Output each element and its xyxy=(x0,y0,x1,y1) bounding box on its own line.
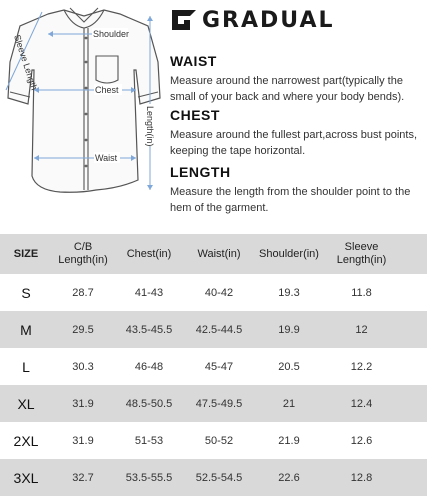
waist-instruction xyxy=(170,53,427,105)
table-header-row xyxy=(0,234,427,274)
length-label: Length(in) xyxy=(145,106,155,147)
table-row xyxy=(0,348,427,385)
table-row xyxy=(0,422,427,459)
brand-name: GRADUAL xyxy=(202,7,335,33)
header-size: SIZE xyxy=(13,247,39,260)
header-chest: Chest(in) xyxy=(126,247,172,260)
header-cb-length: C/B Length(in) xyxy=(58,241,108,266)
table-row xyxy=(0,311,427,348)
header-waist: Waist(in) xyxy=(197,247,241,260)
table-cell: 21 xyxy=(282,397,296,410)
length-instruction xyxy=(170,164,427,216)
header-sleeve-length: Sleeve Length(in) xyxy=(336,241,387,266)
table-cell: 12 xyxy=(355,323,368,336)
table-cell: 45-47 xyxy=(204,360,234,373)
table-cell: 48.5-50.5 xyxy=(125,397,173,410)
waist-label: Waist xyxy=(95,153,118,163)
waist-title: WAIST xyxy=(170,53,217,69)
table-row xyxy=(0,459,427,496)
table-cell: 31.9 xyxy=(72,434,94,447)
length-text: Measure the length from the shoulder point to the hem of the garment. xyxy=(170,186,411,214)
chest-instruction xyxy=(170,107,427,159)
size-cell: L xyxy=(22,358,30,375)
table-cell: 42.5-44.5 xyxy=(195,323,243,336)
chest-label: Chest xyxy=(95,85,119,95)
table-row xyxy=(0,385,427,422)
shirt-diagram xyxy=(0,0,168,215)
table-cell: 11.8 xyxy=(351,286,372,299)
table-cell: 46-48 xyxy=(134,360,164,373)
table-cell: 20.5 xyxy=(278,360,300,373)
chest-text: Measure around the fullest part,across bust points, keeping the tape horizontal. xyxy=(170,129,418,157)
table-cell: 52.5-54.5 xyxy=(195,471,243,484)
header-shoulder: Shoulder(in) xyxy=(259,247,319,260)
size-table xyxy=(0,234,427,493)
table-cell: 19.9 xyxy=(278,323,300,336)
table-cell: 12.8 xyxy=(350,471,373,484)
chest-title: CHEST xyxy=(170,107,220,123)
table-cell: 12.2 xyxy=(350,360,373,373)
table-cell: 29.5 xyxy=(72,323,94,336)
brand xyxy=(170,6,335,34)
size-cell: XL xyxy=(17,395,35,412)
table-cell: 40-42 xyxy=(204,286,234,299)
shoulder-label: Shoulder xyxy=(93,29,130,39)
table-cell: 53.5-55.5 xyxy=(125,471,173,484)
table-cell: 47.5-49.5 xyxy=(195,397,243,410)
table-cell: 51-53 xyxy=(134,434,164,447)
length-title: LENGTH xyxy=(170,164,231,180)
sleeve-length-label: Sleeve Length xyxy=(12,33,40,92)
size-cell: 3XL xyxy=(13,469,39,486)
size-cell: S xyxy=(21,284,31,301)
table-cell: 19.3 xyxy=(278,286,300,299)
table-cell: 31.9 xyxy=(72,397,94,410)
table-cell: 12.6 xyxy=(350,434,373,447)
table-cell: 32.7 xyxy=(72,471,94,484)
table-cell: 28.7 xyxy=(72,286,94,299)
table-cell: 22.6 xyxy=(278,471,300,484)
size-cell: M xyxy=(20,321,32,338)
size-guide-top xyxy=(0,0,427,228)
table-cell: 43.5-45.5 xyxy=(125,323,173,336)
table-cell: 21.9 xyxy=(278,434,300,447)
table-row xyxy=(0,274,427,311)
table-cell: 30.3 xyxy=(72,360,94,373)
table-cell: 12.4 xyxy=(350,397,373,410)
table-cell: 50-52 xyxy=(204,434,234,447)
gradual-logo-icon xyxy=(170,6,198,34)
size-cell: 2XL xyxy=(13,432,39,449)
waist-text: Measure around the narrowest part(typically the small of your back and where your body bends). xyxy=(170,75,405,103)
table-cell: 41-43 xyxy=(134,286,164,299)
